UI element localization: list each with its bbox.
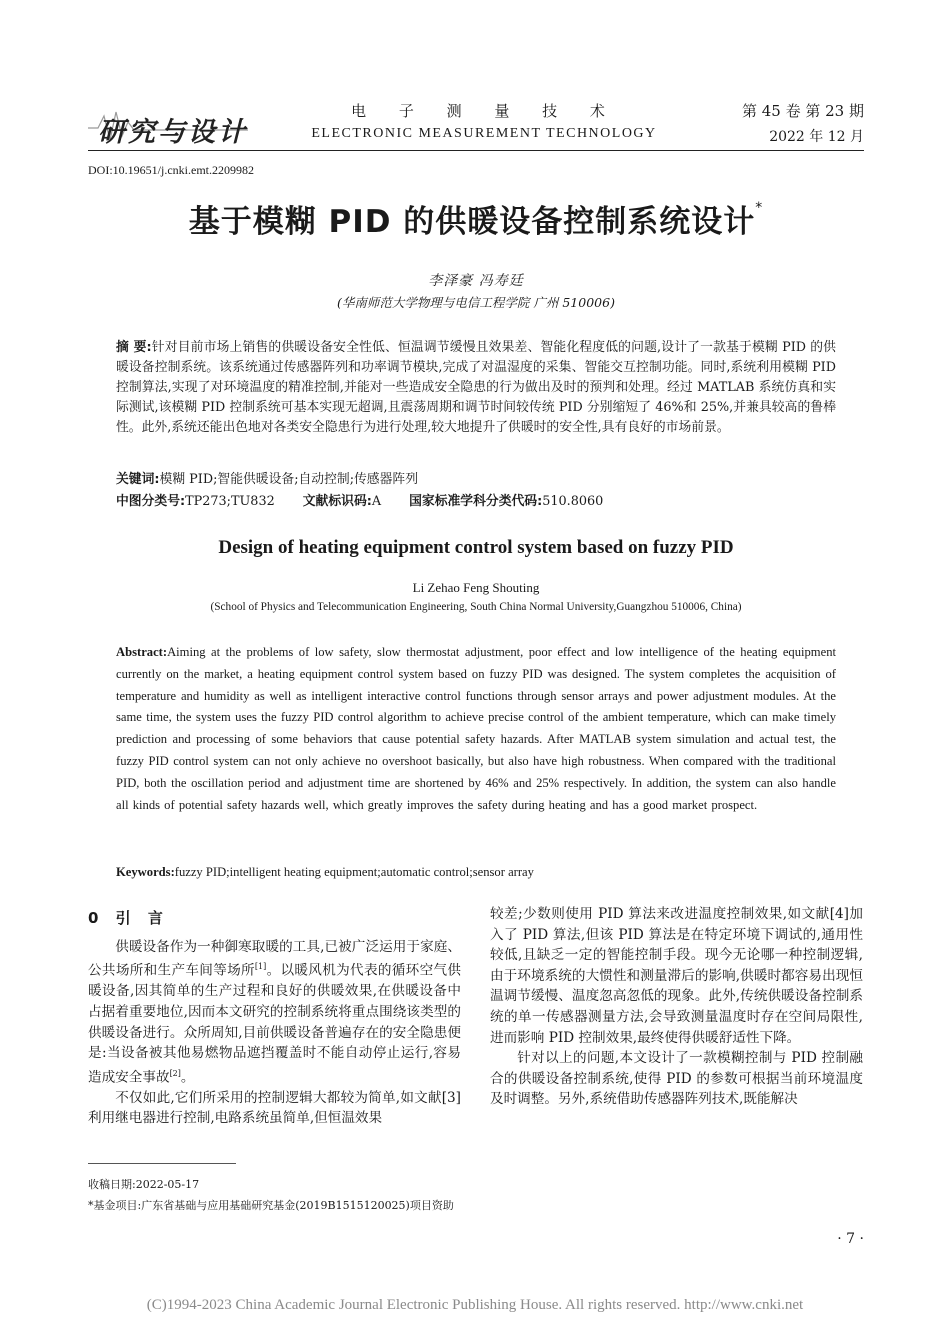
body-paragraph: 不仅如此,它们所采用的控制逻辑大都较为简单,如文献[3]利用继电器进行控制,电路系统虽简单,但恒温效果 [88, 1089, 461, 1127]
authors-cn: 李泽豪 冯寿廷 [428, 273, 524, 289]
std-code-label: 国家标准学科分类代码: [409, 494, 543, 509]
column-label: 研究与设计 [98, 117, 248, 148]
doi: DOI:10.19651/j.cnki.emt.2209982 [88, 163, 254, 177]
clc-value: TP273;TU832 [185, 494, 275, 509]
footnote-rule [88, 1163, 236, 1164]
affiliation-cn: (华南师范大学物理与电信工程学院 广州 510006) [337, 295, 615, 310]
citation[interactable]: [1] [254, 962, 267, 972]
abstract-en-label: Abstract: [116, 645, 168, 659]
classification-line [116, 492, 836, 512]
paper-title-cn [88, 196, 864, 241]
title-text: 基于模糊 PID 的供暖设备控制系统设计 [188, 204, 756, 240]
journal-name-cn: 电 子 测 量 技 术 [351, 102, 619, 120]
keywords-en [116, 862, 836, 882]
journal-name-en: ELECTRONIC MEASUREMENT TECHNOLOGY [311, 126, 657, 141]
abstract-en-text: Aiming at the problems of low safety, slow thermostat adjustment, poor effect and low intelligence of the heating equipment currently on the market, a heating equipment control system based on fuzzy PID was designed. The system completes the acquisition of temperature and humidity as well as intelligent interactive control functions through sensor arrays and power adjustment modules. At the same time, the system uses the fuzzy PID control algorithm to achieve precise control of the ambient temperature, which can make timely prediction and processing of some behaviors that cause potential safety hazards. After MATLAB system simulation and actual test, the fuzzy PID control system can not only achieve no overshoot basically, but also have high robustness. When compared with the traditional PID, both the oscillation period and adjustment time are shortened by 46% and 25% respectively. In addition, the system can also handle all kinds of potential safety hazards well, which greatly improves the safety during heating and has a good market prospect. [116, 645, 836, 812]
abstract-cn [116, 338, 836, 438]
title-footnote-mark: * [755, 200, 764, 216]
doc-code-label: 文献标识码: [302, 494, 372, 509]
paper-title-en: Design of heating equipment control system based on fuzzy PID [218, 537, 734, 558]
section-heading: 0 引 言 [88, 909, 169, 927]
body-left-column [88, 908, 461, 1129]
issue-date: 2022 年 12 月 [769, 129, 864, 145]
body-paragraph: 针对以上的问题,本文设计了一款模糊控制与 PID 控制融合的供暖设备控制系统,使得 PID 的参数可根据当前环境温度及时调整。另外,系统借助传感器阵列技术,既能解决 [490, 1050, 863, 1108]
keywords-cn-text: 模糊 PID;智能供暖设备;自动控制;传感器阵列 [159, 472, 418, 487]
abstract-en [116, 642, 836, 816]
body-paragraph: 较差;少数则使用 PID 算法来改进温度控制效果,如文献[4]加入了 PID 算法,但该 PID 算法是在特定环境下调试的,通用性较低,且缺乏一定的智能控制手段。现今无论哪一种控制逻辑,由于环境系统的大惯性和测量滞后的影响,供暖时都容易出现恒温调节缓慢、温度忽高忽低的现象。此外,传统供暖设备控制系统的单一传感器测量方法,会导致测量温度时存在空间局限性,进而影响 PID 控制效果,最终使得供暖舒适性下降。 [490, 906, 863, 1046]
authors-en: Li Zehao Feng Shouting [412, 580, 540, 595]
clc-label: 中图分类号: [116, 494, 186, 509]
keywords-cn [116, 470, 836, 490]
volume-issue: 第 45 卷 第 23 期 [741, 102, 864, 120]
abstract-cn-text: 针对目前市场上销售的供暖设备安全性低、恒温调节缓慢且效果差、智能化程度低的问题,设计了一款基于模糊 PID 的供暖设备控制系统。该系统通过传感器阵列和功率调节模块,完成了对温湿度的采集、智能交互控制功能。同时,系统利用模糊 PID 控制算法,实现了对环境温度的精准控制,并能对一些造成安全隐患的行为做出及时的预判和处理。经过 MATLAB 系统仿真和实际测试,该模糊 PID 控制系统可基本实现无超调,且震荡周期和调节时间较传统 PID 分别缩短了 46%和 25%,并兼具较高的鲁棒性。此外,系统还能出色地对各类安全隐患行为进行处理,较大地提升了供暖时的安全性,具有良好的市场前景。 [116, 340, 836, 435]
page-number: · 7 · [837, 1231, 864, 1247]
doc-code-value: A [371, 494, 382, 509]
footnote-received-date: 收稿日期:2022-05-17 [88, 1178, 200, 1191]
keywords-en-label: Keywords: [116, 865, 175, 879]
abstract-cn-label: 摘 要: [116, 340, 152, 355]
std-code-value: 510.8060 [542, 494, 604, 509]
keywords-cn-label: 关键词: [116, 472, 160, 487]
copyright-notice: (C)1994-2023 China Academic Journal Electronic Publishing House. All rights reserved. http://www.cnki.net [146, 1297, 804, 1313]
citation[interactable]: [2] [169, 1068, 181, 1078]
body-paragraph: 供暖设备作为一种御寒取暖的工具,已被广泛运用于家庭、公共场所和生产车间等场所[1]。以暖风机为代表的循环空气供暖设备,因其简单的生产过程和良好的供暖效果,在供暖设备中占据着重要地位,因而本文研究的控制系统将重点围绕该类型的供暖设备进行。众所周知,目前供暖设备普遍存在的安全隐患便是:当设备被其他易燃物品遮挡覆盖时不能自动停止运行,容易造成安全事故[2]。 [88, 938, 462, 1086]
footnote-funding: *基金项目:广东省基础与应用基础研究基金(2019B1515120025)项目资助 [88, 1199, 454, 1212]
keywords-en-text: fuzzy PID;intelligent heating equipment;automatic control;sensor array [174, 865, 534, 879]
header-rule [88, 150, 864, 151]
body-right-column [490, 904, 863, 1110]
affiliation-en: (School of Physics and Telecommunication Engineering, South China Normal University,Guangzhou 510006, China) [210, 601, 742, 613]
